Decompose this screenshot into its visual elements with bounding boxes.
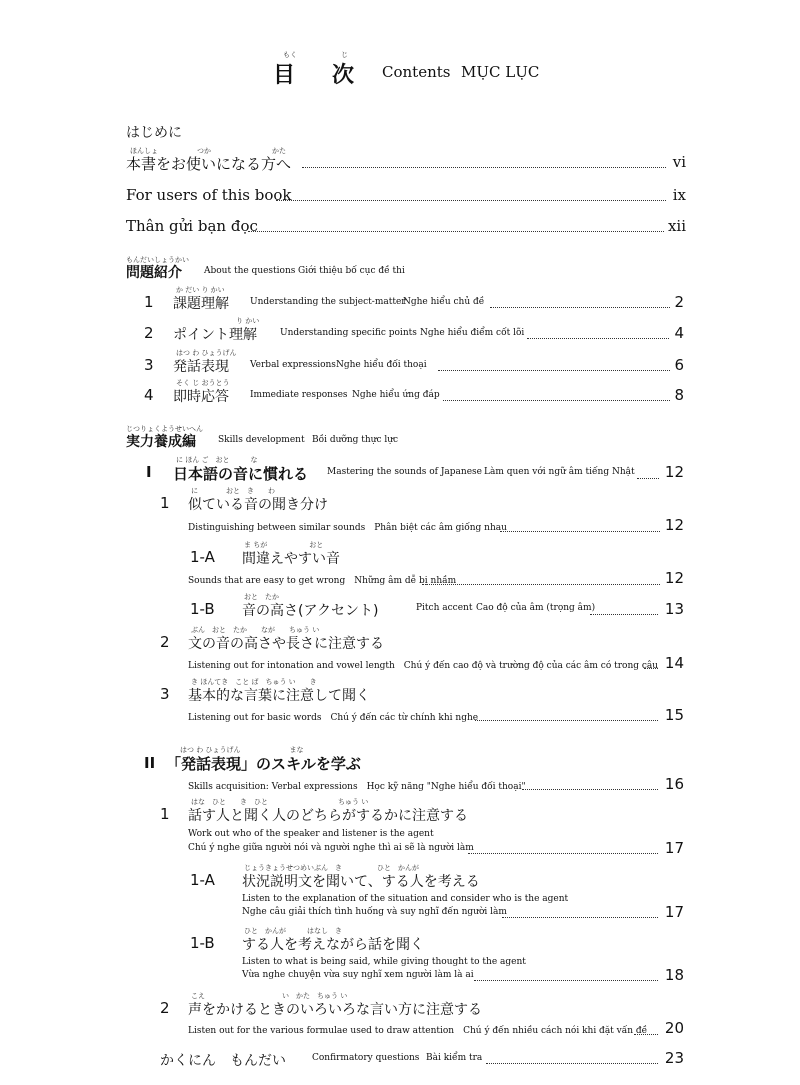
leader-dots — [475, 720, 658, 721]
leader-dots — [474, 980, 658, 981]
subsection-subtitle: Sounds that are easy to get wrong Những âm dễ bị nhầm — [188, 576, 457, 586]
part-japanese[interactable]: 日本語の音に慣れる — [173, 465, 309, 483]
skills-vietnamese: Bồi dưỡng thực lực — [312, 435, 399, 445]
page-number: 20 — [664, 1019, 684, 1037]
intro-line-japanese[interactable]: 本書をお使いになる方へ — [126, 155, 292, 173]
subsection-number: 1-B — [190, 600, 215, 618]
subsection-ruby: ま ちが おと — [244, 541, 324, 549]
page-number: 12 — [664, 569, 684, 587]
subsection-english: Pitch accent — [416, 603, 473, 613]
part-japanese[interactable]: 「発話表現」のスキルを学ぶ — [166, 755, 361, 773]
section-number: 2 — [160, 999, 170, 1017]
questions-title: 問題紹介 — [126, 265, 182, 281]
page-number: ix — [672, 186, 686, 204]
part-ruby: に ほん ご おと な — [176, 456, 258, 464]
section-japanese[interactable]: 文の音の高さや長さに注意する — [188, 636, 384, 652]
question-english: Verbal expressions — [250, 360, 336, 370]
subsection-vietnamese: Cao độ của âm (trọng âm) — [476, 603, 596, 613]
section-japanese[interactable]: 話す人と聞く人のどちらがするかに注意する — [188, 808, 468, 824]
section-ruby: ぶん おと たか なが ちゅう い — [191, 626, 320, 634]
section-japanese[interactable]: 似ている音の聞き分け — [188, 497, 328, 513]
section-ruby: こえ い かた ちゅう い — [191, 992, 348, 1000]
leader-dots — [522, 789, 658, 790]
leader-dots — [438, 370, 670, 371]
part-english: Mastering the sounds of Japanese — [327, 467, 482, 477]
question-english: Understanding the subject-matter — [250, 297, 406, 307]
question-number: 4 — [144, 386, 154, 404]
subsection-ruby: おと たか — [244, 593, 279, 601]
question-ruby: はつ わ ひょうげん — [176, 349, 237, 357]
subsection-japanese[interactable]: する人を考えながら話を聞く — [242, 937, 424, 953]
leader-dots — [276, 200, 666, 201]
section-subtitle-vietnamese: Chú ý nghe giữa người nói và người nghe thì ai sẽ là người làm — [188, 843, 474, 853]
page-number: 16 — [664, 775, 684, 793]
page-number: 4 — [674, 324, 684, 342]
page-number: 15 — [664, 706, 684, 724]
part-vietnamese: Làm quen với ngữ âm tiếng Nhật — [484, 467, 635, 477]
questions-ruby: もんだいしょうかい — [126, 256, 189, 264]
question-japanese[interactable]: 発話表現 — [173, 359, 229, 375]
leader-dots — [490, 307, 670, 308]
intro-ruby-b: つか — [197, 147, 211, 155]
section-ruby: に おと き わ — [191, 487, 275, 495]
page-number: 14 — [664, 654, 684, 672]
confirm-japanese[interactable]: かくにん もんだい — [160, 1053, 286, 1069]
questions-vietnamese: Giới thiệu bố cục đề thi — [298, 266, 405, 276]
leader-dots — [502, 917, 658, 918]
skills-ruby: じつりょくようせいへん — [126, 425, 203, 433]
leader-dots — [443, 400, 670, 401]
subsection-japanese[interactable]: 音の高さ(アクセント) — [242, 603, 379, 619]
section-subtitle: Listen out for the various formulae used to draw attention Chú ý đến nhiều cách nói khi đặt vấn đề — [188, 1026, 648, 1036]
question-vietnamese: Nghe hiểu đối thoại — [336, 360, 427, 370]
question-number: 1 — [144, 293, 154, 311]
leader-dots — [590, 614, 658, 615]
page-number: 6 — [674, 356, 684, 374]
subsection-japanese[interactable]: 間違えやすい音 — [242, 551, 340, 567]
subsection-japanese[interactable]: 状況説明文を聞いて、する人を考える — [242, 874, 480, 890]
page-number: 12 — [664, 516, 684, 534]
leader-dots — [527, 338, 669, 339]
question-japanese[interactable]: ポイント理解 — [173, 327, 257, 343]
subsection-number: 1-A — [190, 871, 215, 889]
page-number: 17 — [664, 839, 684, 857]
question-number: 2 — [144, 324, 154, 342]
title-ruby-1: もく — [283, 51, 297, 59]
skills-title: 実力養成編 — [126, 434, 196, 450]
leader-dots — [637, 478, 659, 479]
section-number: 1 — [160, 805, 170, 823]
question-japanese[interactable]: 課題理解 — [173, 296, 229, 312]
section-subtitle: Listening out for basic words Chú ý đến các từ chính khi nghe — [188, 713, 479, 723]
subsection-number: 1-B — [190, 934, 215, 952]
questions-english: About the questions — [204, 266, 296, 276]
page-number: 2 — [674, 293, 684, 311]
intro-ruby-a: ほんしょ — [130, 147, 158, 155]
intro-line-vietnamese[interactable]: Thân gửi bạn đọc — [126, 217, 258, 235]
subsection-number: 1-A — [190, 548, 215, 566]
leader-dots — [634, 1034, 658, 1035]
title-vietnamese: MỤC LỤC — [461, 63, 540, 81]
title-kanji-2: 次 — [332, 63, 355, 88]
title-kanji-1: 目 — [273, 63, 296, 88]
confirm-english: Confirmatory questions — [312, 1053, 420, 1063]
section-subtitle: Listening out for intonation and vowel length Chú ý đến cao độ và trường độ của các âm có trong câu — [188, 661, 659, 671]
part-subtitle: Skills acquisition: Verbal expressions Học kỹ năng "Nghe hiểu đối thoại" — [188, 782, 526, 792]
page-number: 18 — [664, 966, 684, 984]
question-vietnamese: Nghe hiểu chủ đề — [403, 297, 485, 307]
intro-line-english[interactable]: For users of this book — [126, 186, 292, 204]
question-english: Immediate responses — [250, 390, 348, 400]
leader-dots — [422, 584, 660, 585]
part-ruby: はつ わ ひょうげん まな — [180, 746, 304, 754]
title-ruby-2: じ — [341, 51, 348, 59]
question-ruby: か だい り かい — [176, 286, 225, 294]
section-ruby: はな ひと き ひと ちゅう い — [191, 798, 369, 806]
leader-dots — [500, 531, 660, 532]
intro-heading: はじめに — [126, 125, 182, 141]
subsection-ruby: じょうきょうせつめいぶん き ひと かんが — [244, 864, 419, 872]
page-number: 12 — [664, 463, 684, 481]
subsection-subtitle-vietnamese: Nghe câu giải thích tình huống và suy nghĩ đến người làm — [242, 907, 507, 917]
section-number: 3 — [160, 685, 170, 703]
subsection-ruby: ひと かんが はなし き — [244, 927, 342, 935]
page-number: 8 — [674, 386, 684, 404]
section-japanese[interactable]: 基本的な言葉に注意して聞く — [188, 688, 370, 704]
question-english: Understanding specific points — [280, 328, 417, 338]
intro-ruby-c: かた — [272, 147, 286, 155]
section-japanese[interactable]: 声をかけるときのいろいろな言い方に注意する — [188, 1002, 482, 1018]
part-numeral: II — [144, 754, 156, 772]
page-number: 17 — [664, 903, 684, 921]
subsection-subtitle-english: Listen to the explanation of the situation and consider who is the agent — [242, 894, 569, 904]
skills-english: Skills development — [218, 435, 305, 445]
question-japanese[interactable]: 即時応答 — [173, 389, 229, 405]
page-number: 23 — [664, 1049, 684, 1067]
leader-dots — [644, 668, 658, 669]
section-subtitle-english: Work out who of the speaker and listener is the agent — [188, 829, 434, 839]
question-number: 3 — [144, 356, 154, 374]
subsection-subtitle-vietnamese: Vừa nghe chuyện vừa suy nghĩ xem người làm là ai — [242, 970, 474, 980]
leader-dots — [486, 1063, 658, 1064]
question-vietnamese: Nghe hiểu ứng đáp — [352, 390, 440, 400]
subsection-subtitle-english: Listen to what is being said, while giving thought to the agent — [242, 957, 526, 967]
page-number: vi — [672, 153, 686, 171]
leader-dots — [302, 167, 666, 168]
section-number: 1 — [160, 494, 170, 512]
confirm-vietnamese: Bài kiểm tra — [426, 1053, 483, 1063]
section-number: 2 — [160, 633, 170, 651]
question-ruby: そく じ おうとう — [176, 379, 230, 387]
page-number: xii — [667, 217, 686, 235]
section-ruby: き ほんてき こと ば ちゅう い き — [191, 678, 317, 686]
question-ruby: り かい — [236, 317, 260, 325]
title-english: Contents — [382, 63, 451, 81]
part-numeral: I — [146, 463, 152, 481]
section-subtitle: Distinguishing between similar sounds Phân biệt các âm giống nhau — [188, 523, 507, 533]
page-number: 13 — [664, 600, 684, 618]
leader-dots — [248, 231, 664, 232]
question-vietnamese: Nghe hiểu điểm cốt lõi — [420, 328, 525, 338]
leader-dots — [468, 853, 658, 854]
